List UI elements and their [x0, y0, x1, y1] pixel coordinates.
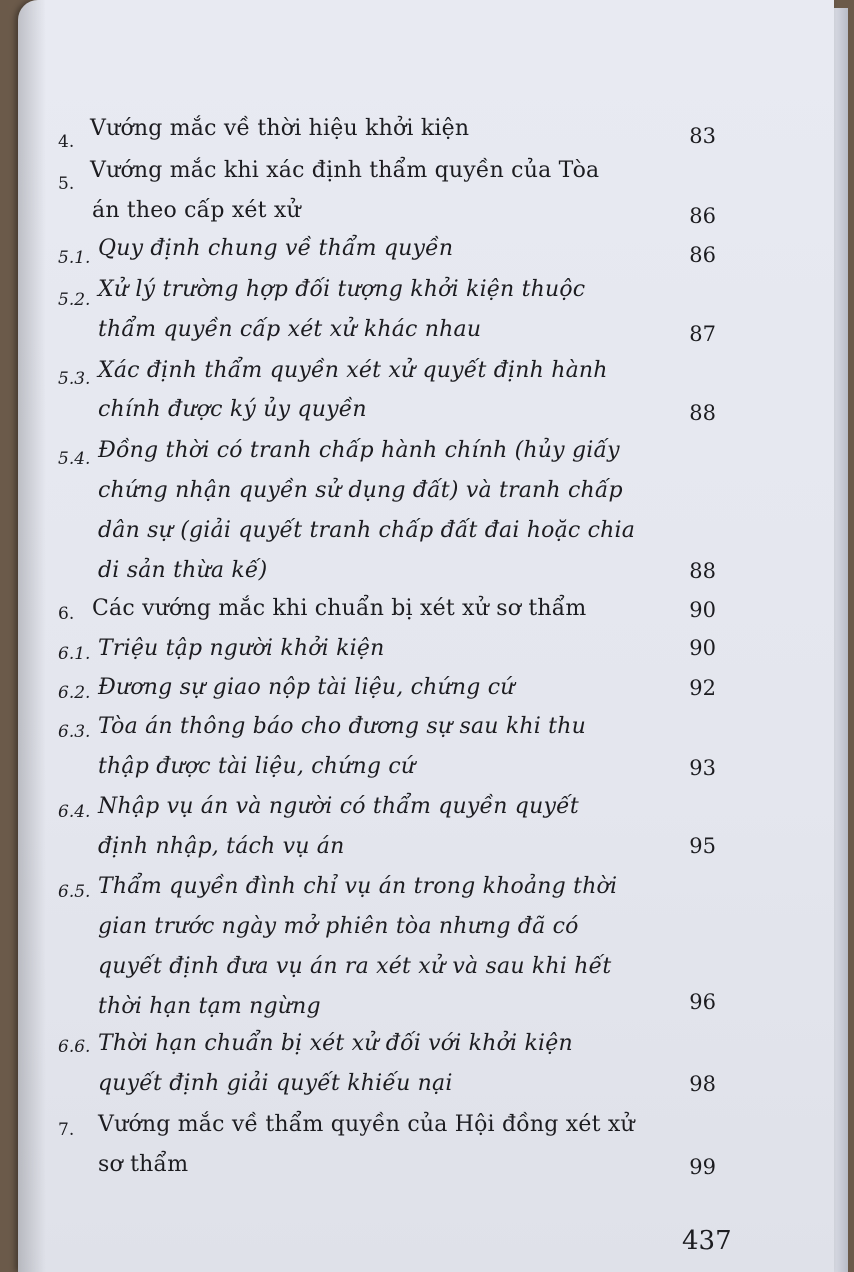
toc-entry-number: 6.2.: [58, 683, 91, 703]
toc-entry-page: 88: [689, 559, 716, 583]
toc-entry-title-cont: gian trước ngày mở phiên tòa nhưng đã có: [98, 914, 579, 939]
toc-entry-title: Vướng mắc về thời hiệu khởi kiện: [90, 116, 470, 141]
toc-entry-title-cont: chứng nhận quyền sử dụng đất) và tranh chấp: [98, 478, 623, 503]
toc-entry-page: 92: [689, 676, 716, 700]
toc-entry-page: 90: [689, 636, 716, 660]
toc-entry-title: Các vướng mắc khi chuẩn bị xét xử sơ thẩm: [92, 596, 587, 621]
toc-entry-title: Vướng mắc khi xác định thẩm quyền của Tòa: [90, 158, 600, 183]
toc-entry-number: 6.4.: [58, 802, 91, 822]
toc-entry-page: 83: [689, 124, 716, 148]
toc-entry-number: 5.: [58, 174, 75, 194]
toc-entry-page: 86: [689, 243, 716, 267]
toc-entry-number: 6.6.: [58, 1037, 91, 1057]
toc-entry-title: Xử lý trường hợp đối tượng khởi kiện thuộc: [98, 277, 586, 302]
toc-entry-number: 5.2.: [58, 290, 91, 310]
toc-entry-page: 98: [689, 1072, 716, 1096]
toc-entry-title-cont: thời hạn tạm ngừng: [98, 994, 321, 1019]
toc-entry-title: Thời hạn chuẩn bị xét xử đối với khởi kiện: [98, 1031, 573, 1056]
toc-entry-title-cont: thẩm quyền cấp xét xử khác nhau: [98, 317, 482, 342]
toc-entry-title: Vướng mắc về thẩm quyền của Hội đồng xét xử: [98, 1112, 635, 1137]
toc-entry-number: 6.3.: [58, 722, 91, 742]
toc-entry-page: 96: [689, 990, 716, 1014]
toc-entry-title: Xác định thẩm quyền xét xử quyết định hành: [98, 358, 608, 383]
page-number: 437: [682, 1226, 732, 1256]
toc-entry-title-cont: chính được ký ủy quyền: [98, 397, 367, 422]
toc-entry-number: 5.4.: [58, 449, 91, 469]
toc-entry-page: 99: [689, 1155, 716, 1179]
toc-entry-title: Triệu tập người khởi kiện: [98, 636, 385, 661]
toc-entry-page: 88: [689, 401, 716, 425]
toc-entry-page: 93: [689, 756, 716, 780]
toc-entry-page: 90: [689, 598, 716, 622]
toc-entry-number: 5.1.: [58, 248, 91, 268]
toc-entry-page: 86: [689, 204, 716, 228]
toc-entry-title-cont: án theo cấp xét xử: [92, 198, 301, 223]
toc-entry-title: Tòa án thông báo cho đương sự sau khi thu: [98, 714, 586, 739]
book-page: [18, 0, 834, 1272]
toc-entry-title-cont: quyết định giải quyết khiếu nại: [98, 1071, 453, 1096]
toc-entry-number: 5.3.: [58, 369, 91, 389]
toc-entry-page: 95: [689, 834, 716, 858]
toc-entry-title-cont: dân sự (giải quyết tranh chấp đất đai hoặc chia: [98, 518, 636, 543]
toc-entry-title-cont: thập được tài liệu, chứng cứ: [98, 754, 416, 779]
toc-entry-title: Quy định chung về thẩm quyền: [98, 236, 454, 261]
toc-entry-title-cont: quyết định đưa vụ án ra xét xử và sau khi hết: [98, 954, 612, 979]
page-gutter-shadow: [18, 0, 46, 1272]
toc-entry-title: Đương sự giao nộp tài liệu, chứng cứ: [98, 675, 515, 700]
toc-entry-title: Đồng thời có tranh chấp hành chính (hủy giấy: [98, 438, 620, 463]
toc-entry-number: 6.1.: [58, 644, 91, 664]
toc-entry-title-cont: định nhập, tách vụ án: [98, 834, 345, 859]
toc-entry-number: 4.: [58, 132, 75, 152]
toc-entry-number: 6.: [58, 604, 75, 624]
toc-entry-number: 7.: [58, 1120, 75, 1140]
toc-entry-number: 6.5.: [58, 882, 91, 902]
toc-entry-title-cont: sơ thẩm: [98, 1152, 189, 1177]
toc-entry-title-cont: di sản thừa kế): [98, 558, 268, 583]
toc-entry-title: Nhập vụ án và người có thẩm quyền quyết: [98, 794, 579, 819]
toc-entry-page: 87: [689, 322, 716, 346]
toc-entry-title: Thẩm quyền đình chỉ vụ án trong khoảng thời: [98, 874, 618, 899]
